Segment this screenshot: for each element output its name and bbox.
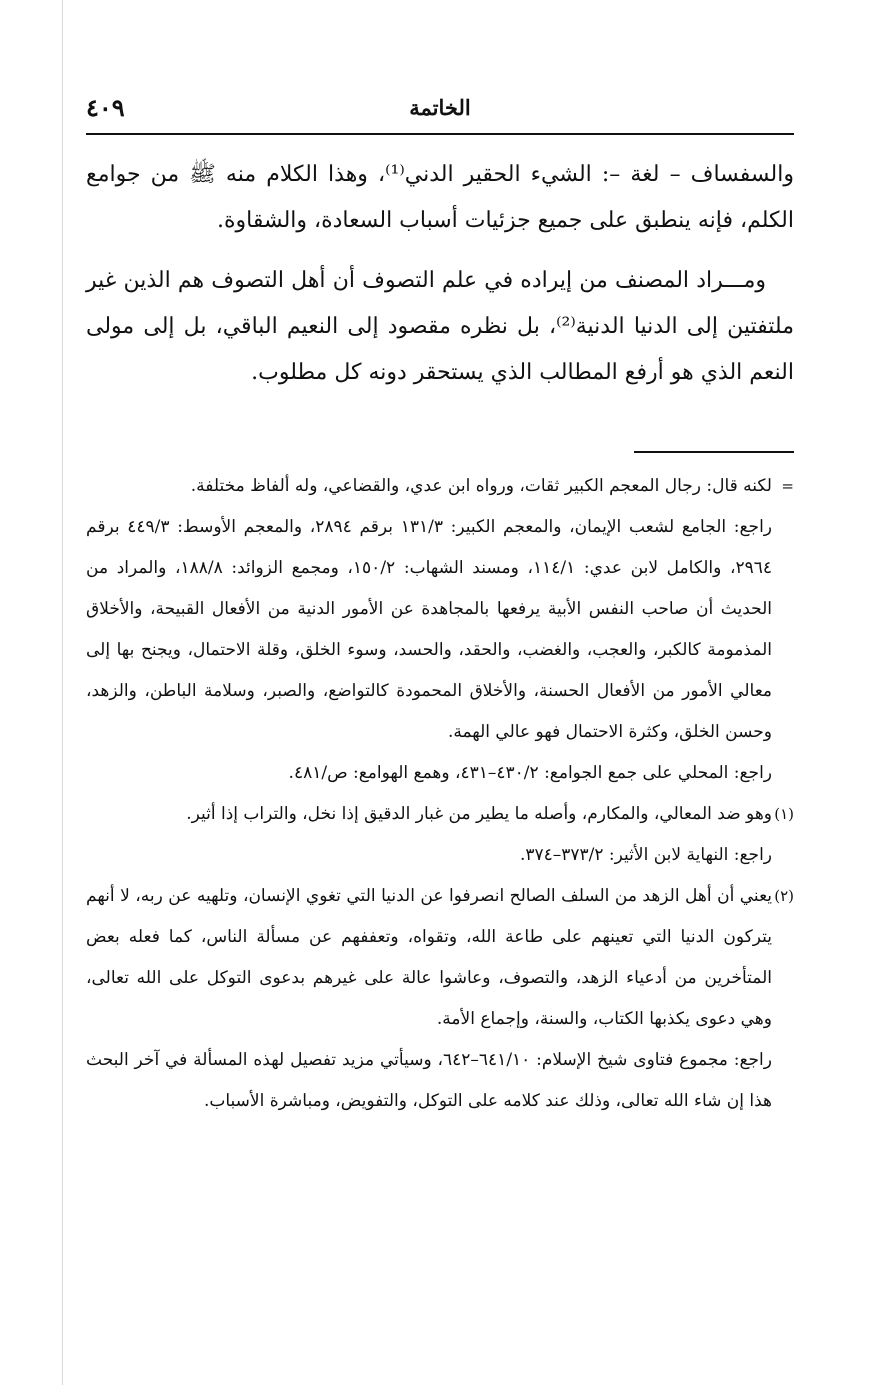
body-paragraph: ومـــراد المصنف من إيراده في علم التصوف أن أهل التصوف هم الذين غير ملتفتين إلى الدنيا الدنية⁽²⁾، بل نظره مقصود إلى النعيم الباقي، بل إلى مولى النعم الذي هو أرفع المطالب الذي يستحقر دونه كل مطلوب. <box>86 268 794 385</box>
footnote-2 <box>86 876 794 1122</box>
body-paragraph: والسفساف – لغة –: الشيء الحقير الدني⁽¹⁾، وهذا الكلام منه ﷺ من جوامع الكلم، فإنه ينطبق على جميع جزئيات أسباب السعادة، والشقاوة. <box>86 162 794 233</box>
footnotes <box>86 466 794 1122</box>
footnote-marker: = <box>781 477 794 495</box>
running-header <box>86 92 794 132</box>
footnote-marker: (٢) <box>774 887 794 905</box>
footnote-line: يعني أن أهل الزهد من السلف الصالح انصرفوا عن الدنيا التي تغوي الإنسان، وتلهيه عن ربه، لا أنهم يتركون الدنيا التي تعينهم على طاعة الله، وتقواه، وتعففهم عن مسألة الناس، كما فعله بعض المتأخرين من أدعياء الزهد، والتصوف، وعاشوا عالة على غيرهم بدعوى التوكل على الله تعالى، وهي دعوى يكذبها الكتاب، والسنة، وإجماع الأمة. <box>86 886 772 1029</box>
footnote-line: راجع: النهاية لابن الأثير: ٣٧٣/٢–٣٧٤. <box>519 845 772 865</box>
page-number: ٤٠٩ <box>86 93 125 122</box>
footnote-line: راجع: الجامع لشعب الإيمان، والمعجم الكبير: ١٣١/٣ برقم ٢٨٩٤، والمعجم الأوسط: ٤٤٩/٣ برقم ٢٩٦٤، والكامل لابن عدي: ١١٤/١، ومسند الشهاب: ١٥٠/٢، ومجمع الزوائد: ١٨٨/٨، والمراد من الحديث أن صاحب النفس الأبية يرفعها بالمجاهدة عن الأمور الدنية من الأفعال القبيحة، والأخلاق المذمومة كالكبر، والعجب، والغضب، والحقد، والحسد، وسوء الخلق، وقلة الاحتمال، ويجنح بها إلى معالي الأمور من الأفعال الحسنة، والأخلاق المحمودة كالتواضع، والصبر، وسلامة الباطن، والزهد، وحسن الخلق، وكثرة الاحتمال فهو عالي الهمة. <box>86 517 773 742</box>
main-text <box>86 152 794 410</box>
footnote-1 <box>86 794 794 876</box>
footnote-line: وهو ضد المعالي، والمكارم، وأصله ما يطير من غبار الدقيق إذا نخل، والتراب إذا أثير. <box>186 804 772 824</box>
footnote-marker: (١) <box>774 805 794 823</box>
footnote-line: لكنه قال: رجال المعجم الكبير ثقات، ورواه ابن عدي، والقضاعي، وله ألفاظ مختلفة. <box>190 476 772 496</box>
footnote-continuation <box>86 466 794 794</box>
header-rule <box>86 133 794 135</box>
running-title: الخاتمة <box>409 95 471 120</box>
page-gutter-edge <box>62 0 63 1385</box>
footnote-line: راجع: مجموع فتاوى شيخ الإسلام: ٦٤١/١٠–٦٤٢، وسيأتي مزيد تفصيل لهذه المسألة في آخر البحث هذا إن شاء الله تعالى، وذلك عند كلامه على التوكل، والتفويض، ومباشرة الأسباب. <box>86 1050 772 1111</box>
footnote-separator <box>634 451 794 453</box>
footnote-line: راجع: المحلي على جمع الجوامع: ٤٣٠/٢–٤٣١، وهمع الهوامع: ص/٤٨١. <box>288 763 772 783</box>
